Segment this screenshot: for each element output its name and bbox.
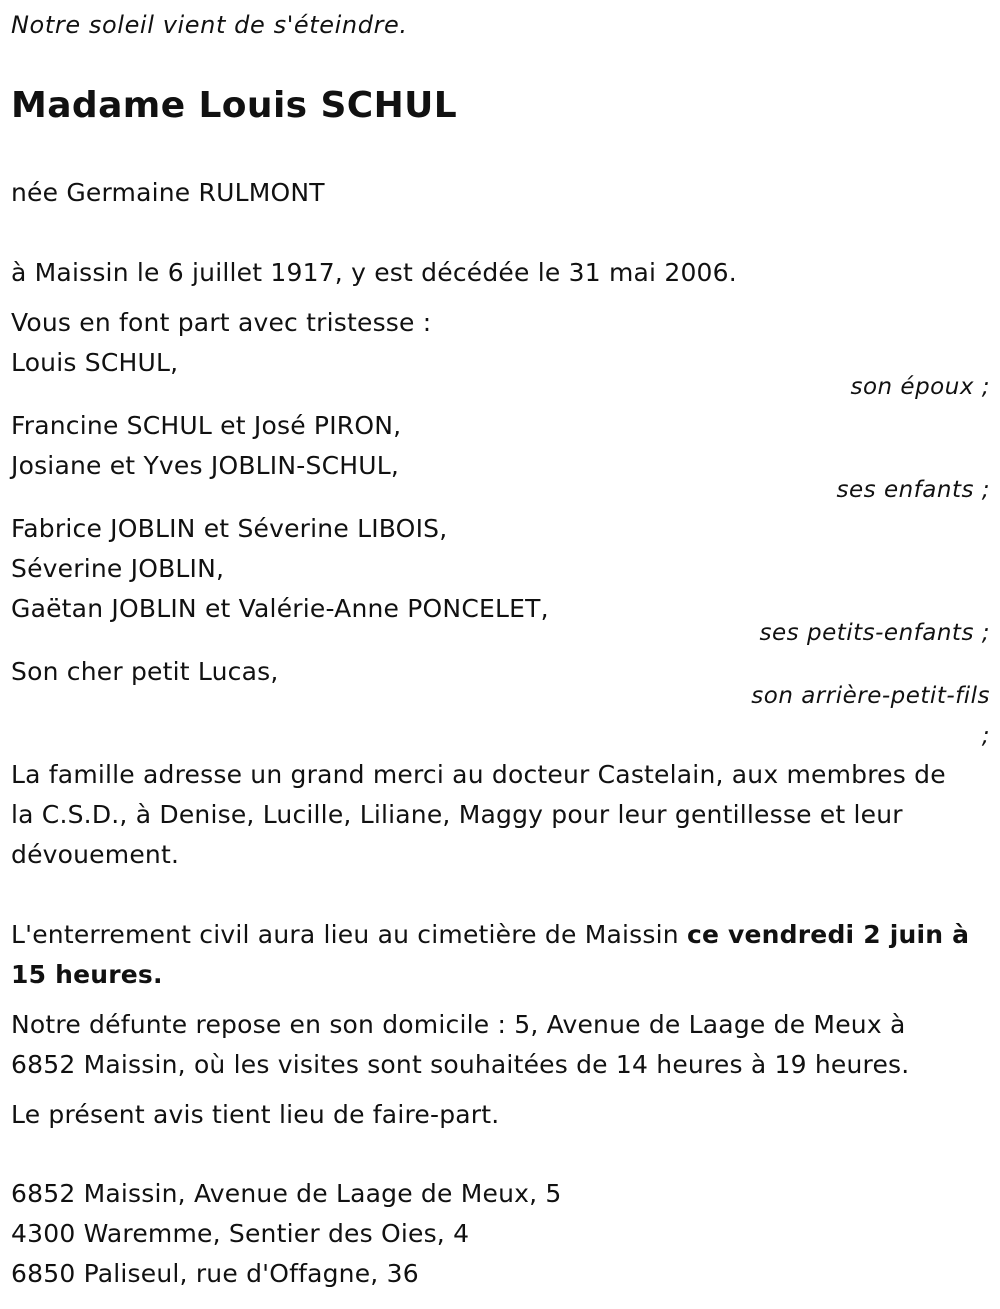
- children-role: ses enfants ;: [836, 477, 990, 503]
- announcement-intro: Vous en font part avec tristesse :: [11, 308, 432, 337]
- birth-death-line: à Maissin le 6 juillet 1917, y est décédée le 31 mai 2006.: [11, 258, 737, 287]
- repose-line: 6852 Maissin, où les visites sont souhaitées de 14 heures à 19 heures.: [11, 1050, 910, 1079]
- grandchild-line: Séverine JOBLIN,: [11, 554, 225, 583]
- maiden-name: née Germaine RULMONT: [11, 178, 325, 207]
- deceased-name: Madame Louis SCHUL: [11, 85, 458, 126]
- thanks-line: dévouement.: [11, 840, 180, 869]
- funeral-text: L'enterrement civil aura lieu au cimetière de Maissin: [11, 920, 687, 949]
- funeral-time: 15 heures.: [11, 960, 163, 989]
- great-grandchild-line: Son cher petit Lucas,: [11, 657, 279, 686]
- spouse-name: Louis SCHUL,: [11, 348, 179, 377]
- spouse-role: son époux ;: [850, 374, 990, 400]
- child-line: Josiane et Yves JOBLIN-SCHUL,: [11, 451, 400, 480]
- thanks-line: la C.S.D., à Denise, Lucille, Liliane, Maggy pour leur gentillesse et leur: [11, 800, 903, 829]
- repose-line: Notre défunte repose en son domicile : 5, Avenue de Laage de Meux à: [11, 1010, 906, 1039]
- great-grandchild-role: son arrière-petit-fils: [751, 683, 990, 709]
- intro-line: Notre soleil vient de s'éteindre.: [11, 11, 408, 39]
- funeral-date: ce vendredi 2 juin à: [686, 920, 970, 949]
- child-line: Francine SCHUL et José PIRON,: [11, 411, 402, 440]
- grandchildren-role: ses petits-enfants ;: [759, 620, 990, 646]
- funeral-line: [11, 920, 969, 950]
- address-line: 4300 Waremme, Sentier des Oies, 4: [11, 1219, 470, 1248]
- address-line: 6850 Paliseul, rue d'Offagne, 36: [11, 1259, 419, 1288]
- closing-line: Le présent avis tient lieu de faire-part.: [11, 1100, 500, 1129]
- grandchild-line: Gaëtan JOBLIN et Valérie-Anne PONCELET,: [11, 594, 549, 623]
- thanks-line: La famille adresse un grand merci au docteur Castelain, aux membres de: [11, 760, 946, 789]
- address-line: 6852 Maissin, Avenue de Laage de Meux, 5: [11, 1179, 562, 1208]
- grandchild-line: Fabrice JOBLIN et Séverine LIBOIS,: [11, 514, 448, 543]
- great-grandchild-role-end: ;: [981, 723, 990, 749]
